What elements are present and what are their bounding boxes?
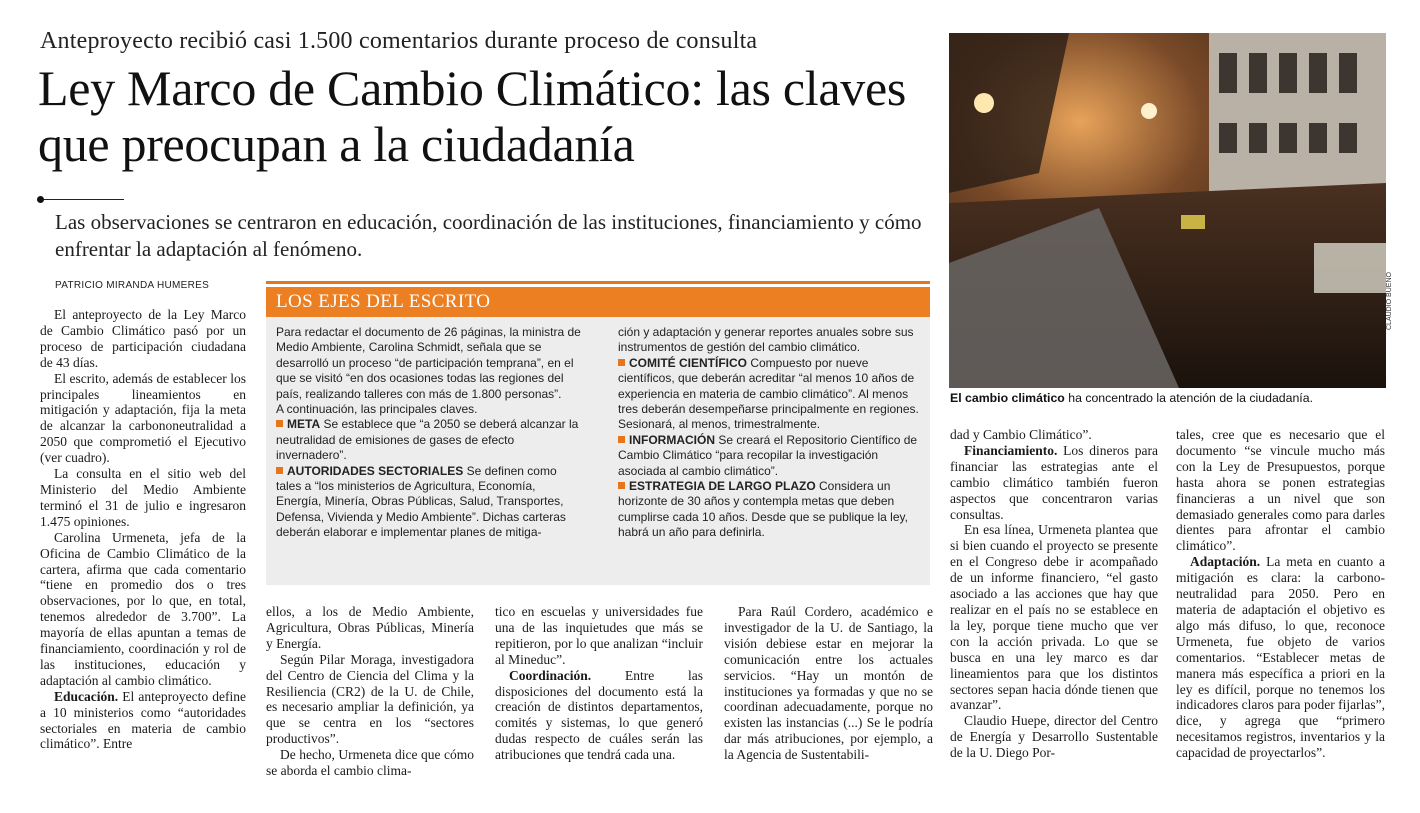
paragraph: Carolina Urmeneta, jefa de la Oficina de Cambio Climático de la cartera, afirma que cada comentario “tiene en promedio dos o tres observaciones, por lo que, en total, tenemos alrededor de 3.700”. La mayoría de ellas apuntan a temas de financiamiento, coordinación y rol de las instituciones, educación y adaptación al cambio climático.	[40, 529, 246, 688]
caption-lead: El cambio climático	[950, 391, 1065, 405]
orange-square-icon	[276, 467, 283, 474]
box-item	[618, 356, 920, 433]
box-item	[618, 479, 920, 541]
news-photo	[949, 33, 1386, 388]
orange-square-icon	[618, 436, 625, 443]
paragraph: El escrito, además de establecer los principales lineamientos en mitigación y adaptación, fija la meta de alcanzar la carbononeutralidad a 2050 que comprometió el Ejecutivo (ver cuadro).	[40, 370, 246, 466]
box-item-label: COMITÉ CIENTÍFICO	[629, 355, 747, 370]
box-item-text: Se definen como tales a “los ministerios de Agricultura, Economía, Energía, Minería, Obras Públicas, Salud, Transportes, Defensa, Vivienda y Medio Ambiente”. Dichas carteras deberán elaborar e implementar planes de mitiga-	[276, 463, 566, 540]
box-item	[618, 433, 920, 479]
paragraph-text: Entre las disposiciones del documento está la creación de distintos departamentos, comités y sistemas, lo que generó dudas respecto de cuáles serán las atribuciones que tendrá cada una.	[495, 667, 703, 763]
box-item-text: Compuesto por nueve científicos, que deberán acreditar “al menos 10 años de experiencia en materia de cambio climático”. Al menos tres deberán desempeñarse principalmente en regiones. Sesionará, al menos, trimestralmente.	[618, 355, 919, 432]
subhead-financiamiento: Financiamiento.	[964, 442, 1058, 458]
subhead-coordinacion: Coordinación.	[509, 667, 592, 683]
paragraph	[1176, 554, 1385, 761]
box-item-text: Se establece que “a 2050 se deberá alcanzar la neutralidad de emisiones de gases de efecto invernadero”.	[276, 417, 579, 463]
article-kicker: Anteproyecto recibió casi 1.500 comentarios durante proceso de consulta	[40, 28, 758, 54]
article-deck: Las observaciones se centraron en educación, coordinación de las instituciones, financiamiento y cómo enfrentar la adaptación al fenómeno.	[55, 210, 922, 261]
box-column-2	[618, 325, 920, 541]
paragraph: dad y Cambio Climático”.	[950, 427, 1092, 442]
orange-square-icon	[276, 420, 283, 427]
paragraph: ellos, a los de Medio Ambiente, Agricultura, Obras Públicas, Minería y Energía.	[266, 604, 474, 651]
box-item-label: AUTORIDADES SECTORIALES	[287, 463, 464, 478]
paragraph: Claudio Huepe, director del Centro de Energía y Desarrollo Sustentable de la U. Diego Por-	[950, 713, 1158, 761]
caption-text: ha concentrado la atención de la ciudadanía.	[1064, 391, 1313, 405]
box-intro: Para redactar el documento de 26 páginas, la ministra de Medio Ambiente, Carolina Schmidt, señala que se desarrolló un proceso “de participación temprana”, en el que se visitó “en dos ocasiones todas las regiones del país, realizando talleres con más de 1.800 personas”.	[276, 325, 581, 401]
photo-caption	[950, 391, 1313, 405]
photo-credit: CLAUDIO BUENO	[1386, 272, 1393, 330]
paragraph: La consulta en el sitio web del Ministerio del Medio Ambiente terminó el 31 de julio e ingresaron 1.475 opiniones.	[40, 466, 246, 529]
body-column-6	[1176, 427, 1385, 761]
paragraph: El anteproyecto de la Ley Marco de Cambio Climático pasó por un proceso de participación ciudadana de 43 días.	[40, 307, 246, 370]
article-headline: Ley Marco de Cambio Climático: las claves que preocupan a la ciudadanía	[38, 60, 906, 172]
box-intro-2: A continuación, las principales claves.	[276, 402, 478, 417]
box-body	[266, 317, 930, 585]
sidebar-box	[266, 281, 930, 584]
paragraph: tales, cree que es necesario que el documento “se vincule mucho más con la Ley de Presupuestos, porque hasta ahora se ponen estrategias financieras a un nivel que son demasiado generales como para darles dientes para afrontar el cambio climático”.	[1176, 427, 1385, 554]
paragraph	[495, 668, 703, 763]
paragraph: Para Raúl Cordero, académico e investigador de la U. de Santiago, la visión debiese estar en mejorar la comunicación entre los actuales servicios. “Hay un montón de instituciones ya formadas y que no se coordinan adecuadamente, porque no existen las instancias (...) Se le podría dar más atribuciones, por ejemplo, a la Agencia de Sustentabili-	[724, 604, 933, 763]
paragraph: En esa línea, Urmeneta plantea que si bien cuando el proyecto se presente en el Congreso debe ir acompañado de un informe financiero, “el gasto asociado a las acciones que hay que realizar en el país no se establece en la ley, porque tiene mucho que ver con la acción privada. Lo que se busca en una ley marco es dar lineamientos para que los distintos sectores sepan hacia dónde tienen que avanzar”.	[950, 522, 1158, 713]
body-column-5	[950, 427, 1158, 761]
box-continuation: ción y adaptación y generar reportes anuales sobre sus instrumentos de gestión del cambio climático.	[618, 325, 914, 355]
paragraph: Según Pilar Moraga, investigadora del Centro de Ciencia del Clima y la Resiliencia (CR2) de la U. de Chile, es necesario ampliar la definición, ya que se centra en los “sectores productivos”.	[266, 651, 474, 747]
box-item-text: Se creará el Repositorio Científico de Cambio Climático “para recopilar la investigación asociada al cambio climático”.	[618, 432, 918, 478]
box-item	[276, 464, 584, 541]
paragraph: De hecho, Urmeneta dice que cómo se aborda el cambio clima-	[266, 747, 474, 779]
body-column-2	[266, 604, 474, 779]
article-byline: PATRICIO MIRANDA HUMERES	[55, 280, 210, 291]
paragraph	[950, 443, 1158, 523]
subhead-adaptacion: Adaptación.	[1190, 554, 1261, 570]
crowd-street-scene-image	[949, 33, 1386, 388]
paragraph-text: La meta en cuanto a mitigación es clara: la carbono-neutralidad para 2050. Pero en materia de adaptación el objetivo es algo más difuso, lo que, reconoce Urmeneta, fue objeto de varios comentarios. “Establecer metas de manera más específica a priori en la ley es difícil, porque no tenemos los indicadores claros para poder fijarlas”, dice, y agrega que “primero necesitamos registros, inventarios y la capacidad de proyectarlos”.	[1176, 554, 1385, 761]
paragraph	[40, 689, 246, 753]
headline-rule	[40, 199, 124, 200]
box-column-1	[276, 325, 584, 541]
paragraph: tico en escuelas y universidades fue una de las inquietudes que más se repitieron, por lo que analizan “incluir al Mineduc”.	[495, 604, 703, 667]
body-column-3	[495, 604, 703, 763]
box-title: LOS EJES DEL ESCRITO	[276, 291, 491, 312]
box-item	[276, 417, 584, 463]
box-item-label: ESTRATEGIA DE LARGO PLAZO	[629, 479, 816, 494]
orange-square-icon	[618, 482, 625, 489]
headline-rule-dot	[37, 196, 44, 203]
box-header	[266, 287, 930, 317]
body-column-1	[40, 307, 246, 752]
box-item-text: Considera un horizonte de 30 años y contempla metas que deben cumplirse cada 10 años. Desde que se publique la ley, habrá un año para definirla.	[618, 479, 908, 540]
paragraph-text: Los dineros para financiar las estrategias ante el cambio climático también fueron aspectos que concentraron varias consultas.	[950, 442, 1158, 522]
box-item-label: META	[287, 417, 321, 432]
paragraph-text: El anteproyecto define a 10 ministerios como “autoridades sectoriales en materia de cambio climático”. Entre	[40, 688, 246, 752]
body-column-4	[724, 604, 933, 763]
box-item-label: INFORMACIÓN	[629, 432, 715, 447]
orange-square-icon	[618, 359, 625, 366]
subhead-educacion: Educación.	[54, 688, 119, 704]
